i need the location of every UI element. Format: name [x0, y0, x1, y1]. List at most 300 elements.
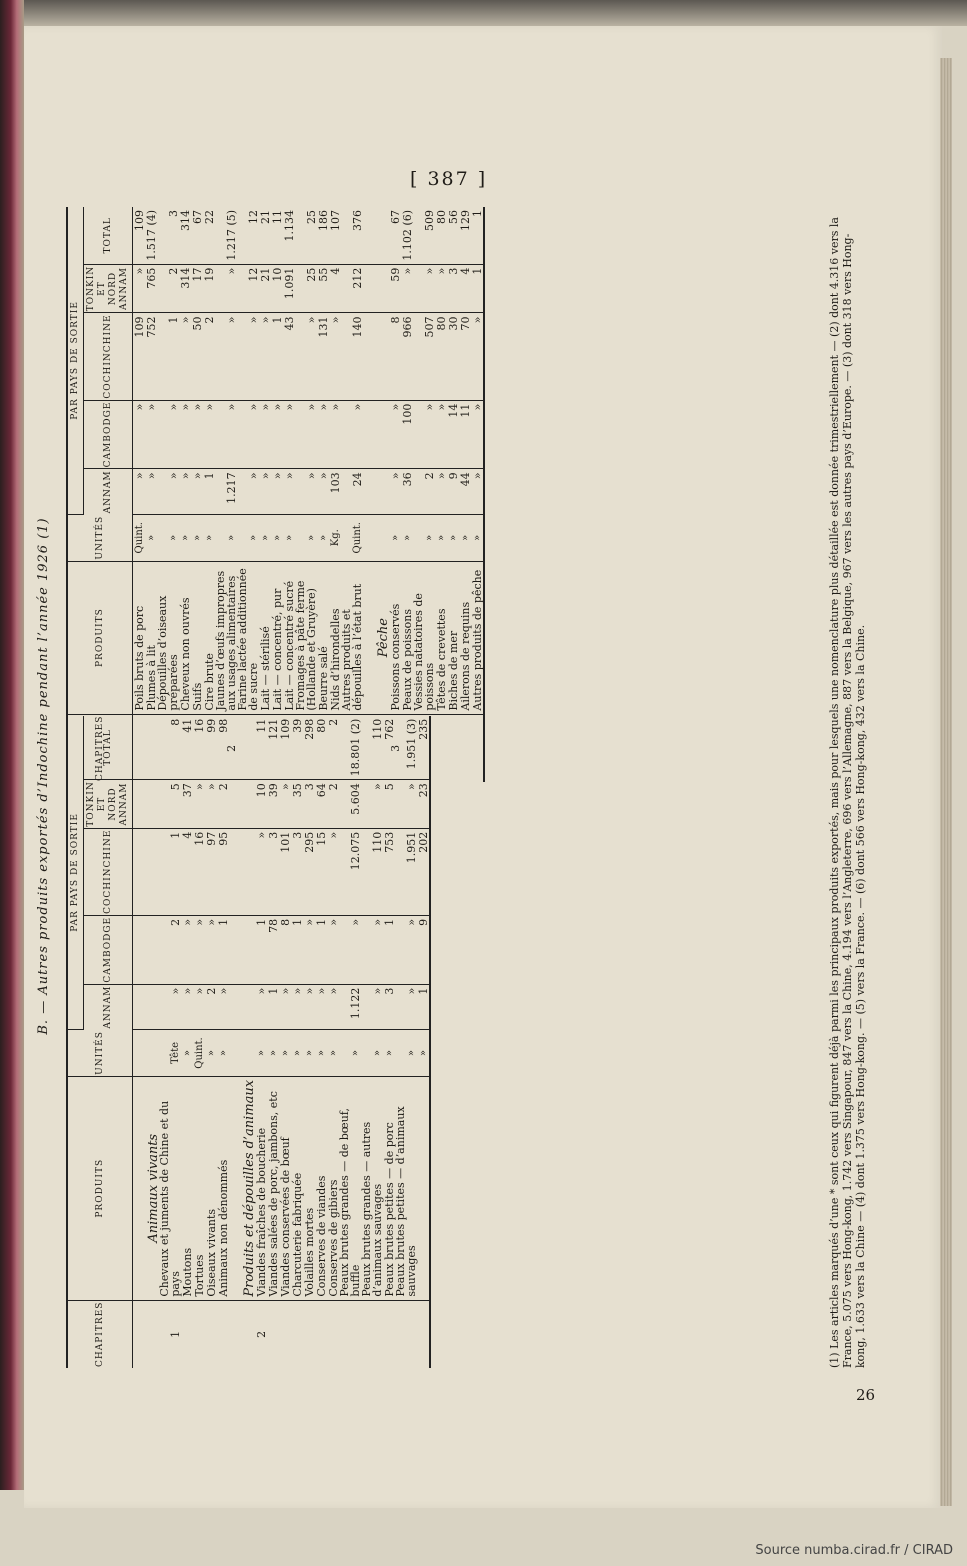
cochinchine-cell: 70: [459, 313, 471, 400]
chapter-cell: [401, 714, 413, 782]
tonkin-cell: 2: [327, 780, 339, 828]
annam-cell: 1: [417, 984, 430, 1029]
unit-cell: »: [417, 1030, 430, 1077]
cochinchine-cell: 101: [279, 828, 291, 915]
chapter-cell: [133, 714, 146, 782]
product-cell: Viandes salées de porc, jambons, etc: [267, 1076, 279, 1300]
table-row: [159, 716, 181, 1368]
footnote: (1) Les articles marqués d’une * sont ceux qui figurent déjà parmi les principaux produits exportés, mais pour lesquels une nomenclature plus détaillée est donnée trimestriellement — (2) dont 4.316 vers la France, 5.075 vers Hong-kong, 1.742 vers Singapour, 847 vers la Chine, 4.194 vers l’Angleterre, 696 vers l’Allemagne, 887 vers la Belgique, 967 vers les autres pays d’Europe. — (3) dont 318 vers Hong-kong, 1.633 vers la Chine — (4) dont 1.375 vers Hong-kong. — (5) vers la France. — (6) dont 566 vers Hong-kong, 432 vers la Chine.: [828, 217, 867, 1368]
cochinchine-cell: 752: [145, 313, 157, 400]
table-row: [361, 716, 383, 1368]
unit-cell: »: [327, 1030, 339, 1077]
total-cell: 314: [179, 207, 191, 264]
cambodge-cell: 1: [255, 915, 267, 984]
table-right-half: [66, 207, 822, 782]
product-cell: Vessies natatoires de poissons: [413, 561, 435, 714]
table-row: [255, 716, 267, 1368]
tonkin-cell: 10: [271, 264, 283, 313]
cochinchine-cell: 1: [157, 313, 179, 400]
unit-cell: »: [157, 514, 179, 561]
total-cell: 98: [217, 716, 229, 780]
unit-cell: Tête: [159, 1030, 181, 1077]
annam-cell: »: [159, 984, 181, 1029]
cochinchine-cell: 43: [283, 313, 295, 400]
unit-cell: »: [459, 514, 471, 561]
total-cell: 67: [389, 207, 401, 264]
cochinchine-cell: 15: [315, 828, 327, 915]
tonkin-cell: 64: [315, 780, 327, 828]
cambodge-cell: »: [389, 400, 401, 469]
chapter-cell: [383, 1300, 395, 1368]
cochinchine-cell: »: [259, 313, 271, 400]
unit-cell: »: [295, 514, 317, 561]
tonkin-cell: 314: [179, 264, 191, 313]
cambodge-cell: 1: [383, 915, 395, 984]
annam-cell: »: [217, 984, 229, 1029]
cochinchine-cell: 50: [191, 313, 203, 400]
total-cell: 21: [259, 207, 271, 264]
table-body-right: [133, 207, 485, 782]
tonkin-cell: 2: [157, 264, 179, 313]
cochinchine-cell: 295: [303, 828, 315, 915]
unit-cell: »: [267, 1030, 279, 1077]
product-cell: Autres produits et dépouilles à l’état brut: [341, 561, 363, 714]
total-cell: 1.217 (5): [215, 207, 237, 264]
total-cell: 39: [291, 716, 303, 780]
table-row: [413, 207, 435, 782]
cochinchine-cell: 3: [291, 828, 303, 915]
chapter-cell: [279, 1300, 291, 1368]
table-row: [191, 207, 203, 782]
cochinchine-cell: 131: [317, 313, 329, 400]
cambodge-cell: »: [317, 400, 329, 469]
product-cell: [417, 1076, 430, 1300]
chapter-cell: 2: [255, 1330, 268, 1338]
total-cell: 18.801 (2): [339, 716, 361, 780]
tonkin-cell: »: [215, 264, 237, 313]
tonkin-cell: 5.604: [339, 780, 361, 828]
chapter-cell: [179, 714, 191, 782]
annam-cell: »: [279, 984, 291, 1029]
cochinchine-cell: »: [471, 313, 484, 400]
tonkin-cell: 5: [159, 780, 181, 828]
total-cell: 56: [447, 207, 459, 264]
chapter-cell: [339, 1300, 361, 1368]
product-cell: Chevaux et juments de Chine et du pays: [159, 1076, 181, 1300]
table-row: [217, 716, 229, 1368]
unit-cell: »: [205, 1030, 217, 1077]
col-cochinchine: COCHINCHINE: [84, 828, 133, 915]
tonkin-cell: »: [133, 264, 146, 313]
cambodge-cell: 8: [279, 915, 291, 984]
unit-cell: »: [317, 514, 329, 561]
table-row: [267, 716, 279, 1368]
annam-cell: 103: [329, 469, 341, 514]
unit-cell: Quint.: [193, 1030, 205, 1077]
product-cell: Fromages à pâte ferme (Hollande et Gruyère): [295, 561, 317, 714]
cambodge-cell: »: [133, 400, 146, 469]
cambodge-cell: »: [329, 400, 341, 469]
table-row: [133, 207, 146, 782]
tonkin-cell: 4: [459, 264, 471, 313]
empty-cell: [229, 780, 255, 828]
cambodge-cell: »: [203, 400, 215, 469]
product-cell: Peaux brutes grandes — de bœuf, buffle: [339, 1076, 361, 1300]
table-row: [295, 207, 317, 782]
product-cell: Poissons conservés: [389, 561, 401, 714]
chapter-cell: 3: [389, 744, 402, 752]
chapter-cell: [327, 1300, 339, 1368]
annam-cell: »: [191, 469, 203, 514]
table-row: [271, 207, 283, 782]
col-chapitres: CHAPITRES: [67, 1300, 133, 1368]
tonkin-cell: »: [279, 780, 291, 828]
product-cell: Dépouilles d’oiseaux préparées: [157, 561, 179, 714]
unit-cell: »: [315, 1030, 327, 1077]
total-cell: 1.517 (4): [145, 207, 157, 264]
col-annam: ANNAM: [84, 469, 133, 514]
table-row: [417, 716, 430, 1368]
total-cell: 11: [271, 207, 283, 264]
unit-cell: »: [361, 1030, 383, 1077]
col-annam: ANNAM: [84, 984, 133, 1029]
tonkin-cell: »: [401, 264, 413, 313]
table-row: [447, 207, 459, 782]
annam-cell: »: [255, 984, 267, 1029]
product-cell: Lait — concentré, pur: [271, 561, 283, 714]
cochinchine-cell: 80: [435, 313, 447, 400]
annam-cell: 1: [203, 469, 215, 514]
cambodge-cell: »: [327, 915, 339, 984]
tonkin-cell: 19: [203, 264, 215, 313]
empty-cell: [133, 1030, 160, 1077]
total-cell: 1.951 (3): [395, 716, 417, 780]
chapter-cell: [203, 714, 215, 782]
col-produits: PRODUITS: [67, 561, 133, 714]
total-cell: 129: [459, 207, 471, 264]
cochinchine-cell: 8: [389, 313, 401, 400]
col-produits: PRODUITS: [67, 1076, 133, 1300]
product-cell: Farine lactée additionnée de sucre: [237, 561, 259, 714]
annam-cell: »: [435, 469, 447, 514]
tonkin-cell: 10: [255, 780, 267, 828]
tonkin-cell: 1: [471, 264, 484, 313]
cambodge-cell: »: [361, 915, 383, 984]
total-cell: 109: [133, 207, 146, 264]
empty-cell: [133, 915, 160, 984]
chapter-cell: [417, 1300, 430, 1368]
cochinchine-cell: 753: [383, 828, 395, 915]
chapter-cell: [259, 714, 271, 782]
total-cell: 298: [303, 716, 315, 780]
unit-cell: »: [255, 1030, 267, 1077]
table-row: [237, 207, 259, 782]
total-cell: 1.134: [283, 207, 295, 264]
annam-cell: 1.217: [215, 469, 237, 514]
section-heading: Produits et dépouilles d’animaux: [229, 1076, 255, 1300]
annam-cell: »: [295, 469, 317, 514]
cambodge-cell: »: [471, 400, 484, 469]
tonkin-cell: 59: [389, 264, 401, 313]
product-cell: Viandes conservées de bœuf: [279, 1076, 291, 1300]
table-left-half: [66, 718, 822, 1368]
unit-cell: »: [181, 1030, 193, 1077]
table-row: [157, 207, 179, 782]
empty-cell: [363, 514, 389, 561]
source-credit: Source numba.cirad.fr / CIRAD: [755, 1543, 953, 1558]
tonkin-cell: 55: [317, 264, 329, 313]
col-cochinchine: COCHINCHINE: [84, 313, 133, 400]
total-cell: 762: [383, 716, 395, 780]
cambodge-cell: »: [205, 915, 217, 984]
total-cell: 25: [295, 207, 317, 264]
cochinchine-cell: »: [215, 313, 237, 400]
product-cell: Peaux brutes petites — de porc: [383, 1076, 395, 1300]
cochinchine-cell: 966: [401, 313, 413, 400]
total-cell: 186: [317, 207, 329, 264]
total-cell: 80: [315, 716, 327, 780]
chapter-cell: [329, 714, 341, 782]
cochinchine-cell: 12.075: [339, 828, 361, 915]
cochinchine-cell: »: [237, 313, 259, 400]
product-cell: Lait — stérilisé: [259, 561, 271, 714]
cochinchine-cell: 1: [159, 828, 181, 915]
unit-cell: »: [383, 1030, 395, 1077]
section-row: [133, 716, 160, 1368]
cambodge-cell: »: [283, 400, 295, 469]
table-row: [291, 716, 303, 1368]
unit-cell: »: [279, 1030, 291, 1077]
cambodge-cell: »: [395, 915, 417, 984]
unit-cell: Kg.: [329, 514, 341, 561]
annam-cell: »: [181, 984, 193, 1029]
unit-cell: Quint.: [133, 514, 146, 561]
unit-cell: »: [237, 514, 259, 561]
chapter-cell: [435, 714, 447, 782]
product-cell: Têtes de crevettes: [435, 561, 447, 714]
cambodge-cell: »: [193, 915, 205, 984]
chapter-cell: [181, 1300, 193, 1368]
tonkin-cell: »: [435, 264, 447, 313]
product-cell: Nids d’hirondelles: [329, 561, 341, 714]
cambodge-cell: »: [341, 400, 363, 469]
annam-cell: »: [327, 984, 339, 1029]
annam-cell: 1: [267, 984, 279, 1029]
annam-cell: »: [283, 469, 295, 514]
product-cell: Poils bruts de porc: [133, 561, 146, 714]
chapter-cell: [447, 714, 459, 782]
tonkin-cell: »: [205, 780, 217, 828]
product-cell: Peaux brutes petites — d’animaux sauvages: [395, 1076, 417, 1300]
unit-cell: »: [401, 514, 413, 561]
product-cell: Cheveux non ouvrés: [179, 561, 191, 714]
unit-cell: »: [145, 514, 157, 561]
unit-cell: »: [395, 1030, 417, 1077]
col-total: TOTAL: [84, 207, 133, 264]
table-row: [193, 716, 205, 1368]
col-chapitres: CHAPITRES: [67, 714, 133, 782]
annam-cell: »: [179, 469, 191, 514]
annam-cell: 24: [341, 469, 363, 514]
chapter-cell: [315, 1300, 327, 1368]
product-cell: Oiseaux vivants: [205, 1076, 217, 1300]
cambodge-cell: 1: [315, 915, 327, 984]
total-cell: 80: [435, 207, 447, 264]
tonkin-cell: 37: [181, 780, 193, 828]
section-row: [229, 716, 255, 1368]
cambodge-cell: 78: [267, 915, 279, 984]
chapter-cell: [193, 1300, 205, 1368]
annam-cell: »: [193, 984, 205, 1029]
total-cell: 376: [341, 207, 363, 264]
page-stack-edge: [940, 58, 952, 1506]
total-cell: 2: [327, 716, 339, 780]
unit-cell: »: [303, 1030, 315, 1077]
annam-cell: »: [259, 469, 271, 514]
cochinchine-cell: »: [327, 828, 339, 915]
table-row: [279, 716, 291, 1368]
unit-cell: »: [271, 514, 283, 561]
annam-cell: »: [389, 469, 401, 514]
total-cell: 11: [255, 716, 267, 780]
unit-cell: »: [339, 1030, 361, 1077]
table-row: [179, 207, 191, 782]
unit-cell: »: [215, 514, 237, 561]
table-row: [389, 207, 401, 782]
chapter-cell: [271, 714, 283, 782]
unit-cell: Quint.: [341, 514, 363, 561]
annam-cell: 2: [205, 984, 217, 1029]
cambodge-cell: »: [435, 400, 447, 469]
cambodge-cell: »: [181, 915, 193, 984]
unit-cell: »: [179, 514, 191, 561]
chapter-cell: [361, 1300, 383, 1368]
product-cell: Autres produits de pêche: [471, 561, 484, 714]
chapter-cell: [157, 714, 179, 782]
cambodge-cell: 100: [401, 400, 413, 469]
total-cell: 1: [471, 207, 484, 264]
annam-cell: 9: [447, 469, 459, 514]
chapter-cell: [267, 1300, 279, 1368]
chapter-cell: [317, 714, 329, 782]
chapter-cell: [341, 714, 363, 782]
col-par-pays: PAR PAYS DE SORTIE: [67, 716, 84, 1030]
col-total: TOTAL: [84, 716, 133, 780]
product-cell: Tortues: [193, 1076, 205, 1300]
unit-cell: »: [191, 514, 203, 561]
total-cell: 1.102 (6): [401, 207, 413, 264]
cochinchine-cell: 97: [205, 828, 217, 915]
table-row: [341, 207, 363, 782]
cochinchine-cell: 110: [361, 828, 383, 915]
product-cell: Beurre salé: [317, 561, 329, 714]
total-cell: 99: [205, 716, 217, 780]
cochinchine-cell: 507: [413, 313, 435, 400]
table-row: [315, 716, 327, 1368]
annam-cell: »: [145, 469, 157, 514]
total-cell: 3: [157, 207, 179, 264]
chapter-cell: [413, 714, 435, 782]
cochinchine-cell: 3: [267, 828, 279, 915]
col-tonkin: TONKIN ET NORD ANNAM: [84, 264, 133, 313]
rotated-table-region: [28, 196, 888, 1376]
cambodge-cell: »: [271, 400, 283, 469]
product-cell: Charcuterie fabriquée: [291, 1076, 303, 1300]
page-footer-number: 26: [856, 1386, 876, 1404]
tonkin-cell: 765: [145, 264, 157, 313]
tonkin-cell: 17: [191, 264, 203, 313]
chapter-cell: [217, 1300, 229, 1368]
total-cell: 12: [237, 207, 259, 264]
exports-table-left: [66, 716, 431, 1368]
cochinchine-cell: 16: [193, 828, 205, 915]
cambodge-cell: »: [157, 400, 179, 469]
chapter-cell: [283, 714, 295, 782]
annam-cell: »: [315, 984, 327, 1029]
chapter-cell: [205, 1300, 217, 1368]
tonkin-cell: 212: [341, 264, 363, 313]
table-row: [259, 207, 271, 782]
annam-cell: »: [361, 984, 383, 1029]
chapter-cell: [363, 714, 389, 782]
chapter-cell: [303, 1300, 315, 1368]
table-row: [181, 716, 193, 1368]
cambodge-cell: »: [237, 400, 259, 469]
annam-cell: »: [395, 984, 417, 1029]
empty-cell: [133, 780, 160, 828]
annam-cell: »: [271, 469, 283, 514]
empty-cell: [229, 828, 255, 915]
product-cell: Plumes à lit: [145, 561, 157, 714]
section-heading: Animaux vivants: [133, 1076, 160, 1300]
rotated-content: [28, 196, 888, 1376]
table-row: [459, 207, 471, 782]
cochinchine-cell: 95: [217, 828, 229, 915]
product-cell: Suifs: [191, 561, 203, 714]
unit-cell: »: [217, 1030, 229, 1077]
tonkin-cell: 39: [267, 780, 279, 828]
tonkin-cell: 35: [291, 780, 303, 828]
table-row: [317, 207, 329, 782]
tonkin-cell: »: [395, 780, 417, 828]
table-row: [435, 207, 447, 782]
col-tonkin: TONKIN ET NORD ANNAM: [84, 780, 133, 828]
cambodge-cell: »: [259, 400, 271, 469]
empty-cell: [363, 400, 389, 469]
annam-cell: »: [157, 469, 179, 514]
product-cell: Lait — concentré sucré: [283, 561, 295, 714]
tonkin-cell: 3: [303, 780, 315, 828]
chapter-cell: 1: [169, 1330, 182, 1338]
empty-cell: [363, 469, 389, 514]
total-cell: 109: [279, 716, 291, 780]
chapter-cell: [191, 714, 203, 782]
total-cell: 110: [361, 716, 383, 780]
empty-cell: [363, 207, 389, 264]
product-cell: Peaux brutes grandes — autres d’animaux sauvages: [361, 1076, 383, 1300]
section-heading: Pêche: [363, 561, 389, 714]
cochinchine-cell: 1: [271, 313, 283, 400]
cambodge-cell: »: [145, 400, 157, 469]
chapter-cell: [459, 714, 471, 782]
unit-cell: »: [259, 514, 271, 561]
page-number: [ 387 ]: [410, 168, 488, 190]
unit-cell: »: [435, 514, 447, 561]
total-cell: 121: [267, 716, 279, 780]
cambodge-cell: »: [191, 400, 203, 469]
empty-cell: [133, 984, 160, 1029]
cochinchine-cell: »: [329, 313, 341, 400]
